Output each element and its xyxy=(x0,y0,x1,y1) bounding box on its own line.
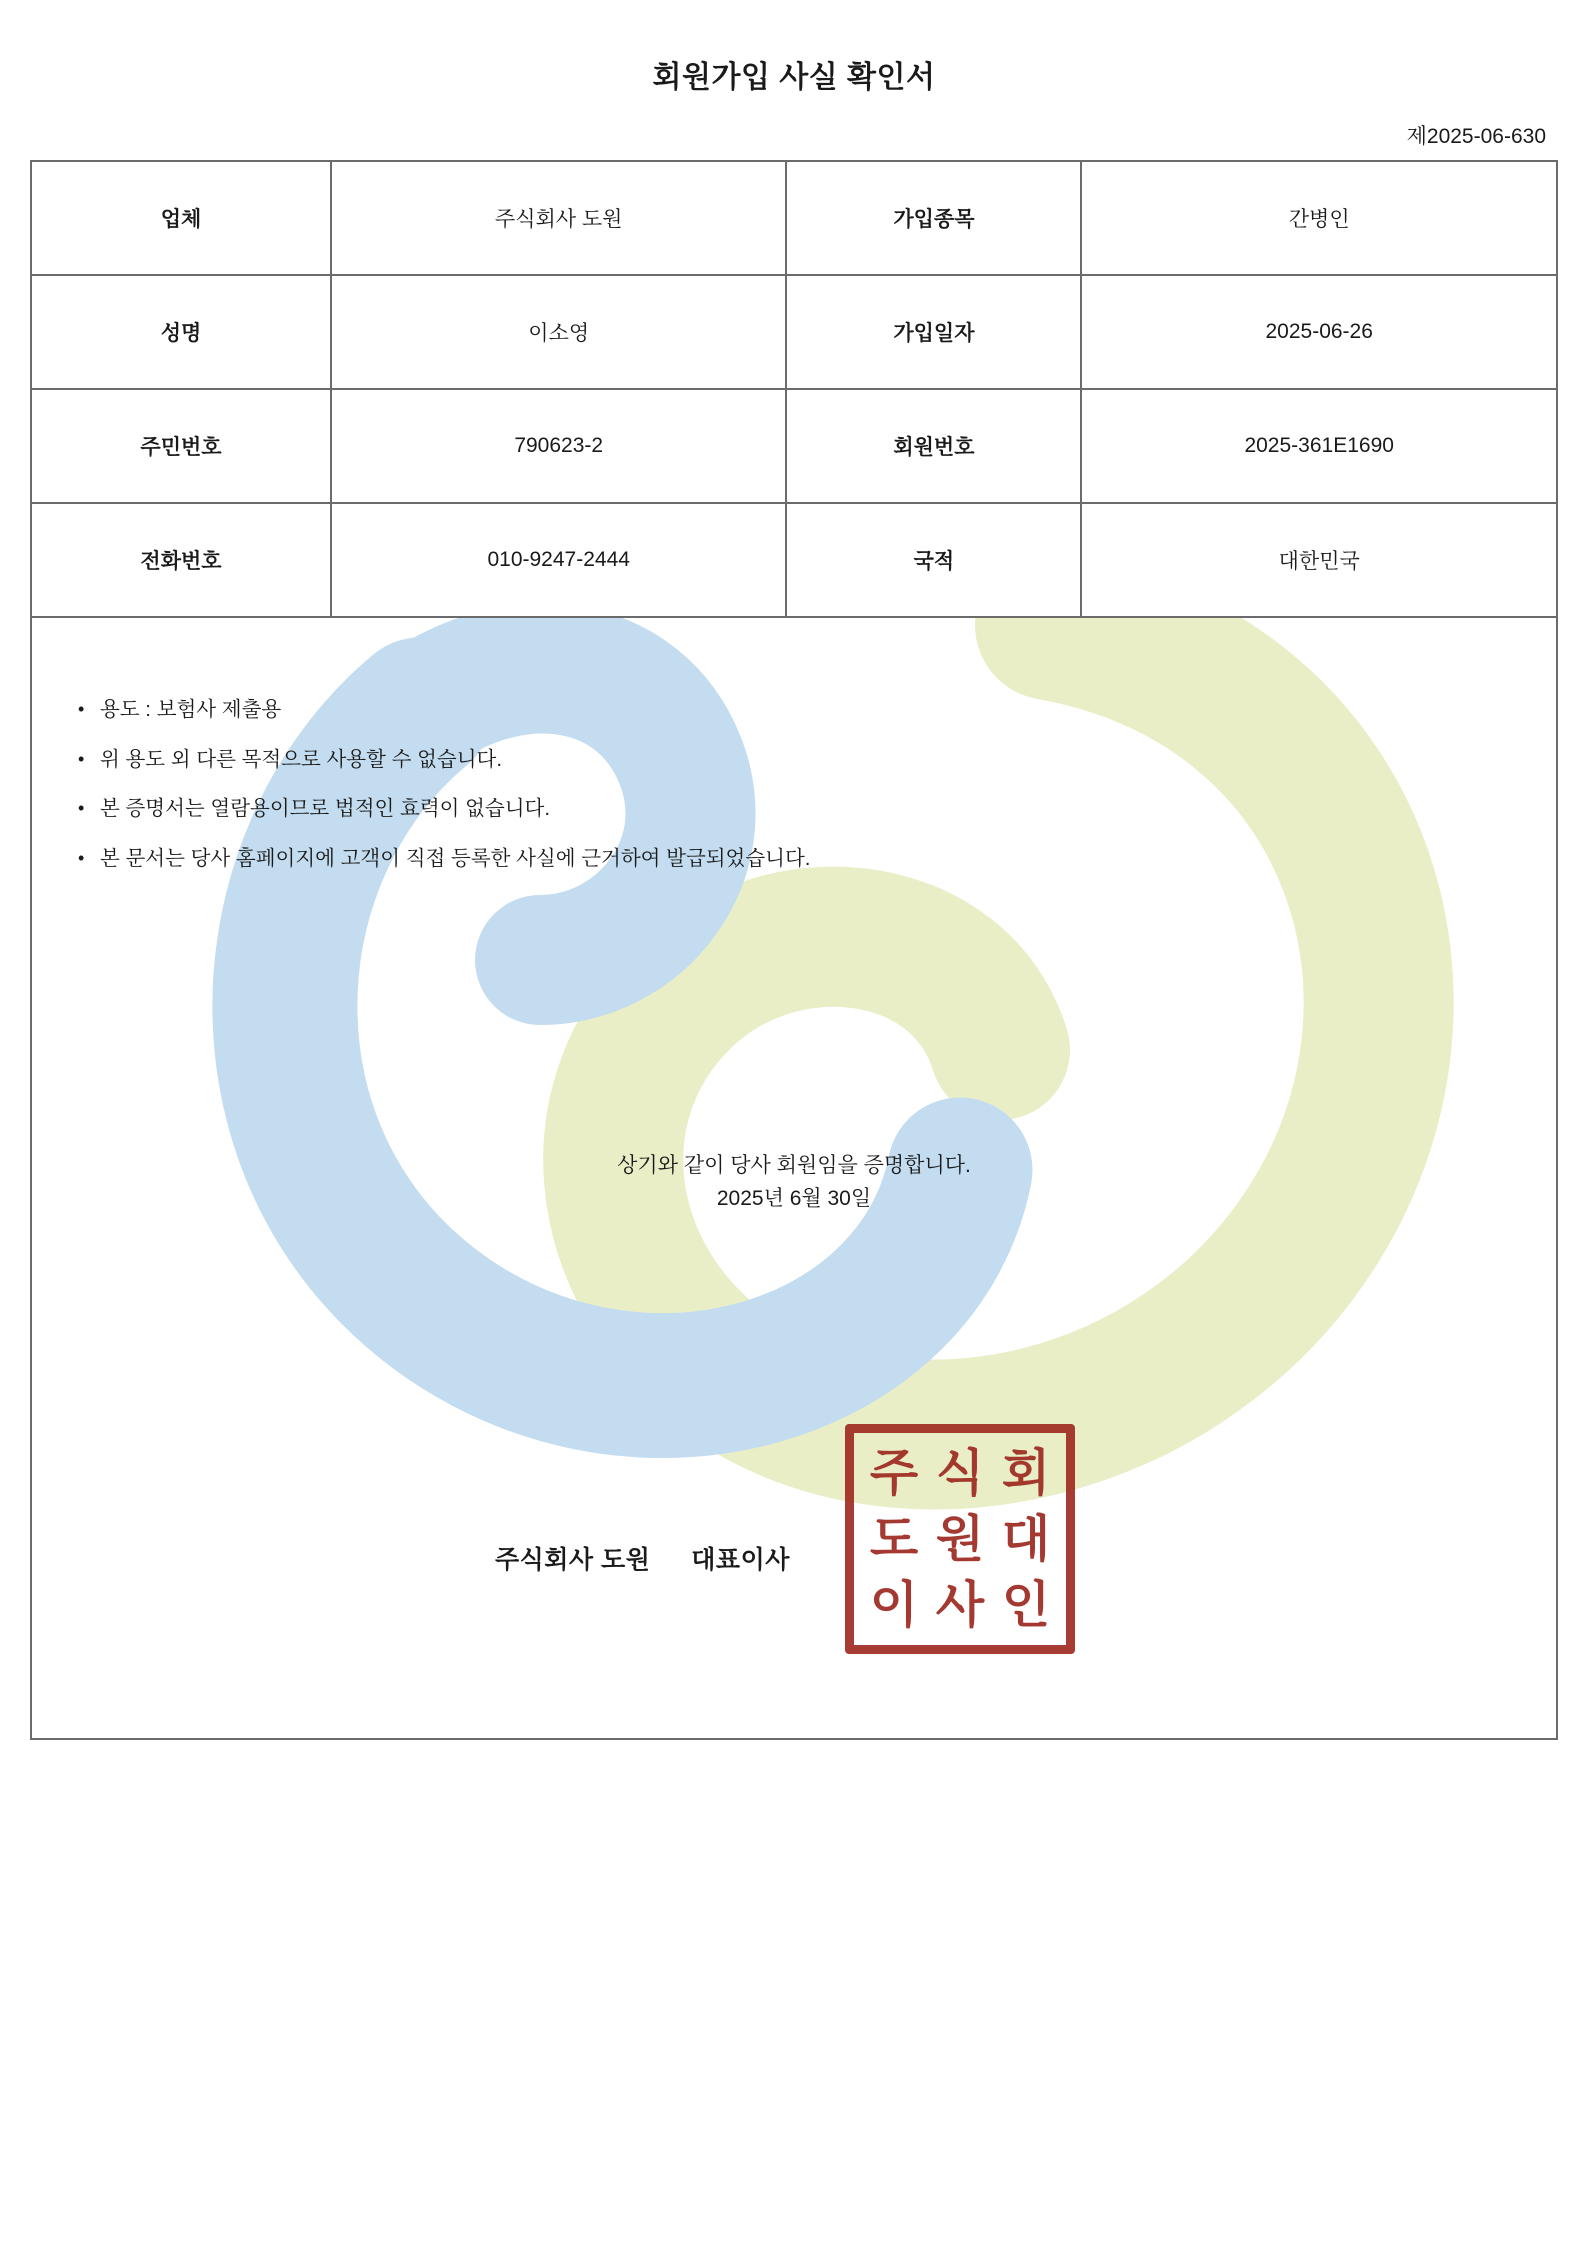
notes-section xyxy=(78,700,810,898)
certify-date: 2025년 6월 30일 xyxy=(716,1186,872,1210)
company-seal-stamp xyxy=(845,1424,1075,1654)
row-value-name: 이소영 xyxy=(331,275,786,389)
row-value-join-date: 2025-06-26 xyxy=(1081,275,1557,389)
note-item: • 본 증명서는 열람용이므로 법적인 효력이 없습니다. xyxy=(78,799,810,820)
row-value-resident-number: 790623-2 xyxy=(331,389,786,503)
table-row xyxy=(31,161,1557,275)
certify-block xyxy=(0,1150,1588,1215)
row-value-join-type: 간병인 xyxy=(1081,161,1557,275)
signature-line xyxy=(495,1540,790,1576)
seal-char: 원 xyxy=(935,1510,985,1568)
seal-char: 사 xyxy=(935,1576,985,1634)
seal-char: 도 xyxy=(869,1510,919,1568)
seal-char: 회 xyxy=(1001,1444,1051,1502)
seal-char: 인 xyxy=(1001,1576,1051,1634)
note-item: • 용도 : 보험사 제출용 xyxy=(78,700,810,721)
row-label-join-date: 가입일자 xyxy=(786,275,1081,389)
row-label-company: 업체 xyxy=(31,161,331,275)
seal-char: 주 xyxy=(869,1444,919,1502)
row-label-resident-number: 주민번호 xyxy=(31,389,331,503)
seal-char: 식 xyxy=(935,1444,985,1502)
seal-char: 대 xyxy=(1001,1510,1051,1568)
row-value-nationality: 대한민국 xyxy=(1081,503,1557,617)
table-row xyxy=(31,503,1557,617)
table-row xyxy=(31,389,1557,503)
certify-statement: 상기와 같이 당사 회원임을 증명합니다. xyxy=(617,1154,971,1177)
note-item: • 위 용도 외 다른 목적으로 사용할 수 없습니다. xyxy=(78,750,810,771)
signature-title: 대표이사 xyxy=(691,1546,790,1574)
page-title: 회원가입 사실 확인서 xyxy=(652,61,936,94)
member-info-table xyxy=(30,160,1558,618)
table-row xyxy=(31,275,1557,389)
row-label-name: 성명 xyxy=(31,275,331,389)
row-label-phone: 전화번호 xyxy=(31,503,331,617)
document-number: 제2025-06-630 xyxy=(1406,125,1546,148)
row-label-nationality: 국적 xyxy=(786,503,1081,617)
row-label-member-number: 회원번호 xyxy=(786,389,1081,503)
note-item: • 본 문서는 당사 홈페이지에 고객이 직접 등록한 사실에 근거하여 발급되었습니다. xyxy=(78,849,810,870)
row-label-join-type: 가입종목 xyxy=(786,161,1081,275)
row-value-member-number: 2025-361E1690 xyxy=(1081,389,1557,503)
row-value-phone: 010-9247-2444 xyxy=(331,503,786,617)
signature-company: 주식회사 도원 xyxy=(495,1546,651,1574)
row-value-company: 주식회사 도원 xyxy=(331,161,786,275)
seal-char: 이 xyxy=(869,1576,919,1634)
seal-characters xyxy=(861,1440,1059,1638)
